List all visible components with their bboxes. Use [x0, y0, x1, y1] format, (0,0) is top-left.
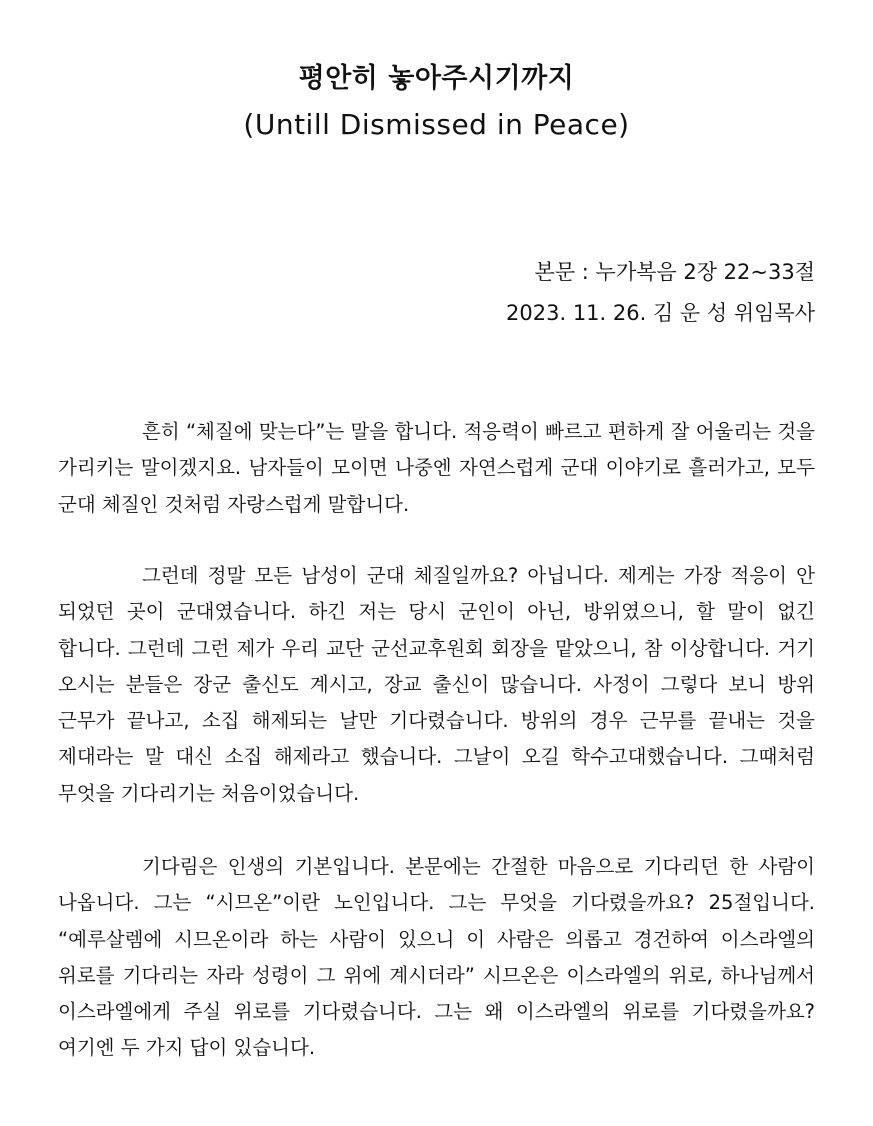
body-paragraph-3: 기다림은 인생의 기본입니다. 본문에는 간절한 마음으로 기다리던 한 사람이 나옵니다. 그는 “시므온”이란 노인입니다. 그는 무엇을 기다렸을까요? 25절입니다. “예루살렘에 시므온이라 하는 사람이 있으니 이 사람은 의롭고 경건하여 이스라엘의 위로를 기다리는 자라 성령이 그 위에 계시더라” 시므온은 이스라엘의 위로, 하나님께서 이스라엘에게 주실 위로를 기다렸습니다. 그는 왜 이스라엘의 위로를 기다렸을까요? 여기엔 두 가지 답이 있습니다.: [58, 855, 815, 1060]
sermon-title-korean: 평안히 놓아주시기까지: [298, 63, 575, 94]
date-and-author: 2023. 11. 26. 김 운 성 위임목사: [506, 301, 815, 325]
scripture-reference: 본문 : 누가복음 2장 22~33절: [534, 260, 815, 284]
body-paragraph-1: 흔히 “체질에 맞는다”는 말을 합니다. 적응력이 빠르고 편하게 잘 어울리는 것을 가리키는 말이겠지요. 남자들이 모이면 나중엔 자연스럽게 군대 이야기로 흘러가고, 모두 군대 체질인 것처럼 자랑스럽게 말합니다.: [58, 420, 815, 516]
sermon-title-english: (Untill Dismissed in Peace): [243, 108, 630, 141]
body-paragraph-2: 그런데 정말 모든 남성이 군대 체질일까요? 아닙니다. 제게는 가장 적응이 안 되었던 곳이 군대였습니다. 하긴 저는 당시 군인이 아닌, 방위였으니, 할 말이 없긴 합니다. 그런데 그런 제가 우리 교단 군선교후원회 회장을 맡았으니, 참 이상합니다. 거기 오시는 분들은 장군 출신도 계시고, 장교 출신이 많습니다. 사정이 그렇다 보니 방위 근무가 끝나고, 소집 해제되는 날만 기다렸습니다. 방위의 경우 근무를 끝내는 것을 제대라는 말 대신 소집 해제라고 했습니다. 그날이 오길 학수고대했습니다. 그때처럼 무엇을 기다리기는 처음이었습니다.: [58, 564, 815, 805]
